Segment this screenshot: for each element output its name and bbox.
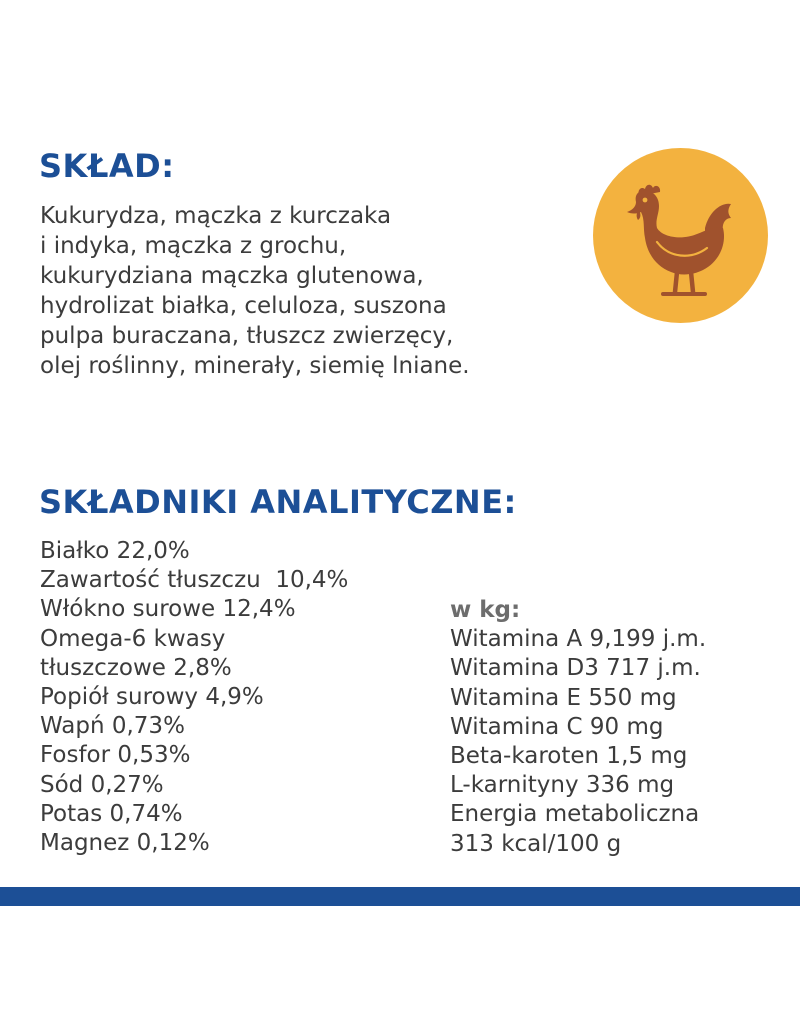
per-kg-item: Witamina C 90 mg [450,713,664,740]
composition-line: Kukurydza, mączka z kurczaka [40,203,392,229]
analytical-item: Wapń 0,73% [40,713,185,740]
per-kg-item: Energia metaboliczna [450,801,700,828]
composition-line: olej roślinny, minerały, siemię lniane. [40,353,470,379]
composition-line: pulpa buraczana, tłuszcz zwierzęcy, [40,323,454,349]
analytical-item: Omega-6 kwasy [40,625,226,652]
chicken-badge [593,148,768,323]
per-kg-label: w kg: [450,597,521,623]
per-kg-item: 313 kcal/100 g [450,830,622,857]
analytical-item: Sód 0,27% [40,771,164,798]
analytical-item: Białko 22,0% [40,538,190,564]
chicken-icon [593,148,768,323]
analytical-item: Włókno surowe 12,4% [40,596,296,623]
composition-heading: SKŁAD: [39,147,175,185]
analytical-item: Fosfor 0,53% [40,742,191,769]
analytical-heading: SKŁADNIKI ANALITYCZNE: [39,483,517,521]
per-kg-item: Witamina D3 717 j.m. [450,655,701,682]
bottom-stripe [0,887,800,906]
per-kg-item: Witamina E 550 mg [450,684,677,711]
analytical-item: Popiół surowy 4,9% [40,684,264,711]
per-kg-list [450,596,706,859]
analytical-item: Magnez 0,12% [40,830,210,857]
composition-line: i indyka, mączka z grochu, [40,233,347,259]
composition-text [40,201,580,381]
composition-line: hydrolizat białka, celuloza, suszona [40,293,447,319]
analytical-item: Zawartość tłuszczu 10,4% [40,567,349,594]
analytical-item: tłuszczowe 2,8% [40,654,232,681]
per-kg-item: Witamina A 9,199 j.m. [450,626,707,653]
per-kg-item: L-karnityny 336 mg [450,772,675,799]
per-kg-item: Beta-karoten 1,5 mg [450,743,688,770]
analytical-item: Potas 0,74% [40,800,183,827]
composition-line: kukurydziana mączka glutenowa, [40,263,424,289]
analytical-list [40,537,348,858]
